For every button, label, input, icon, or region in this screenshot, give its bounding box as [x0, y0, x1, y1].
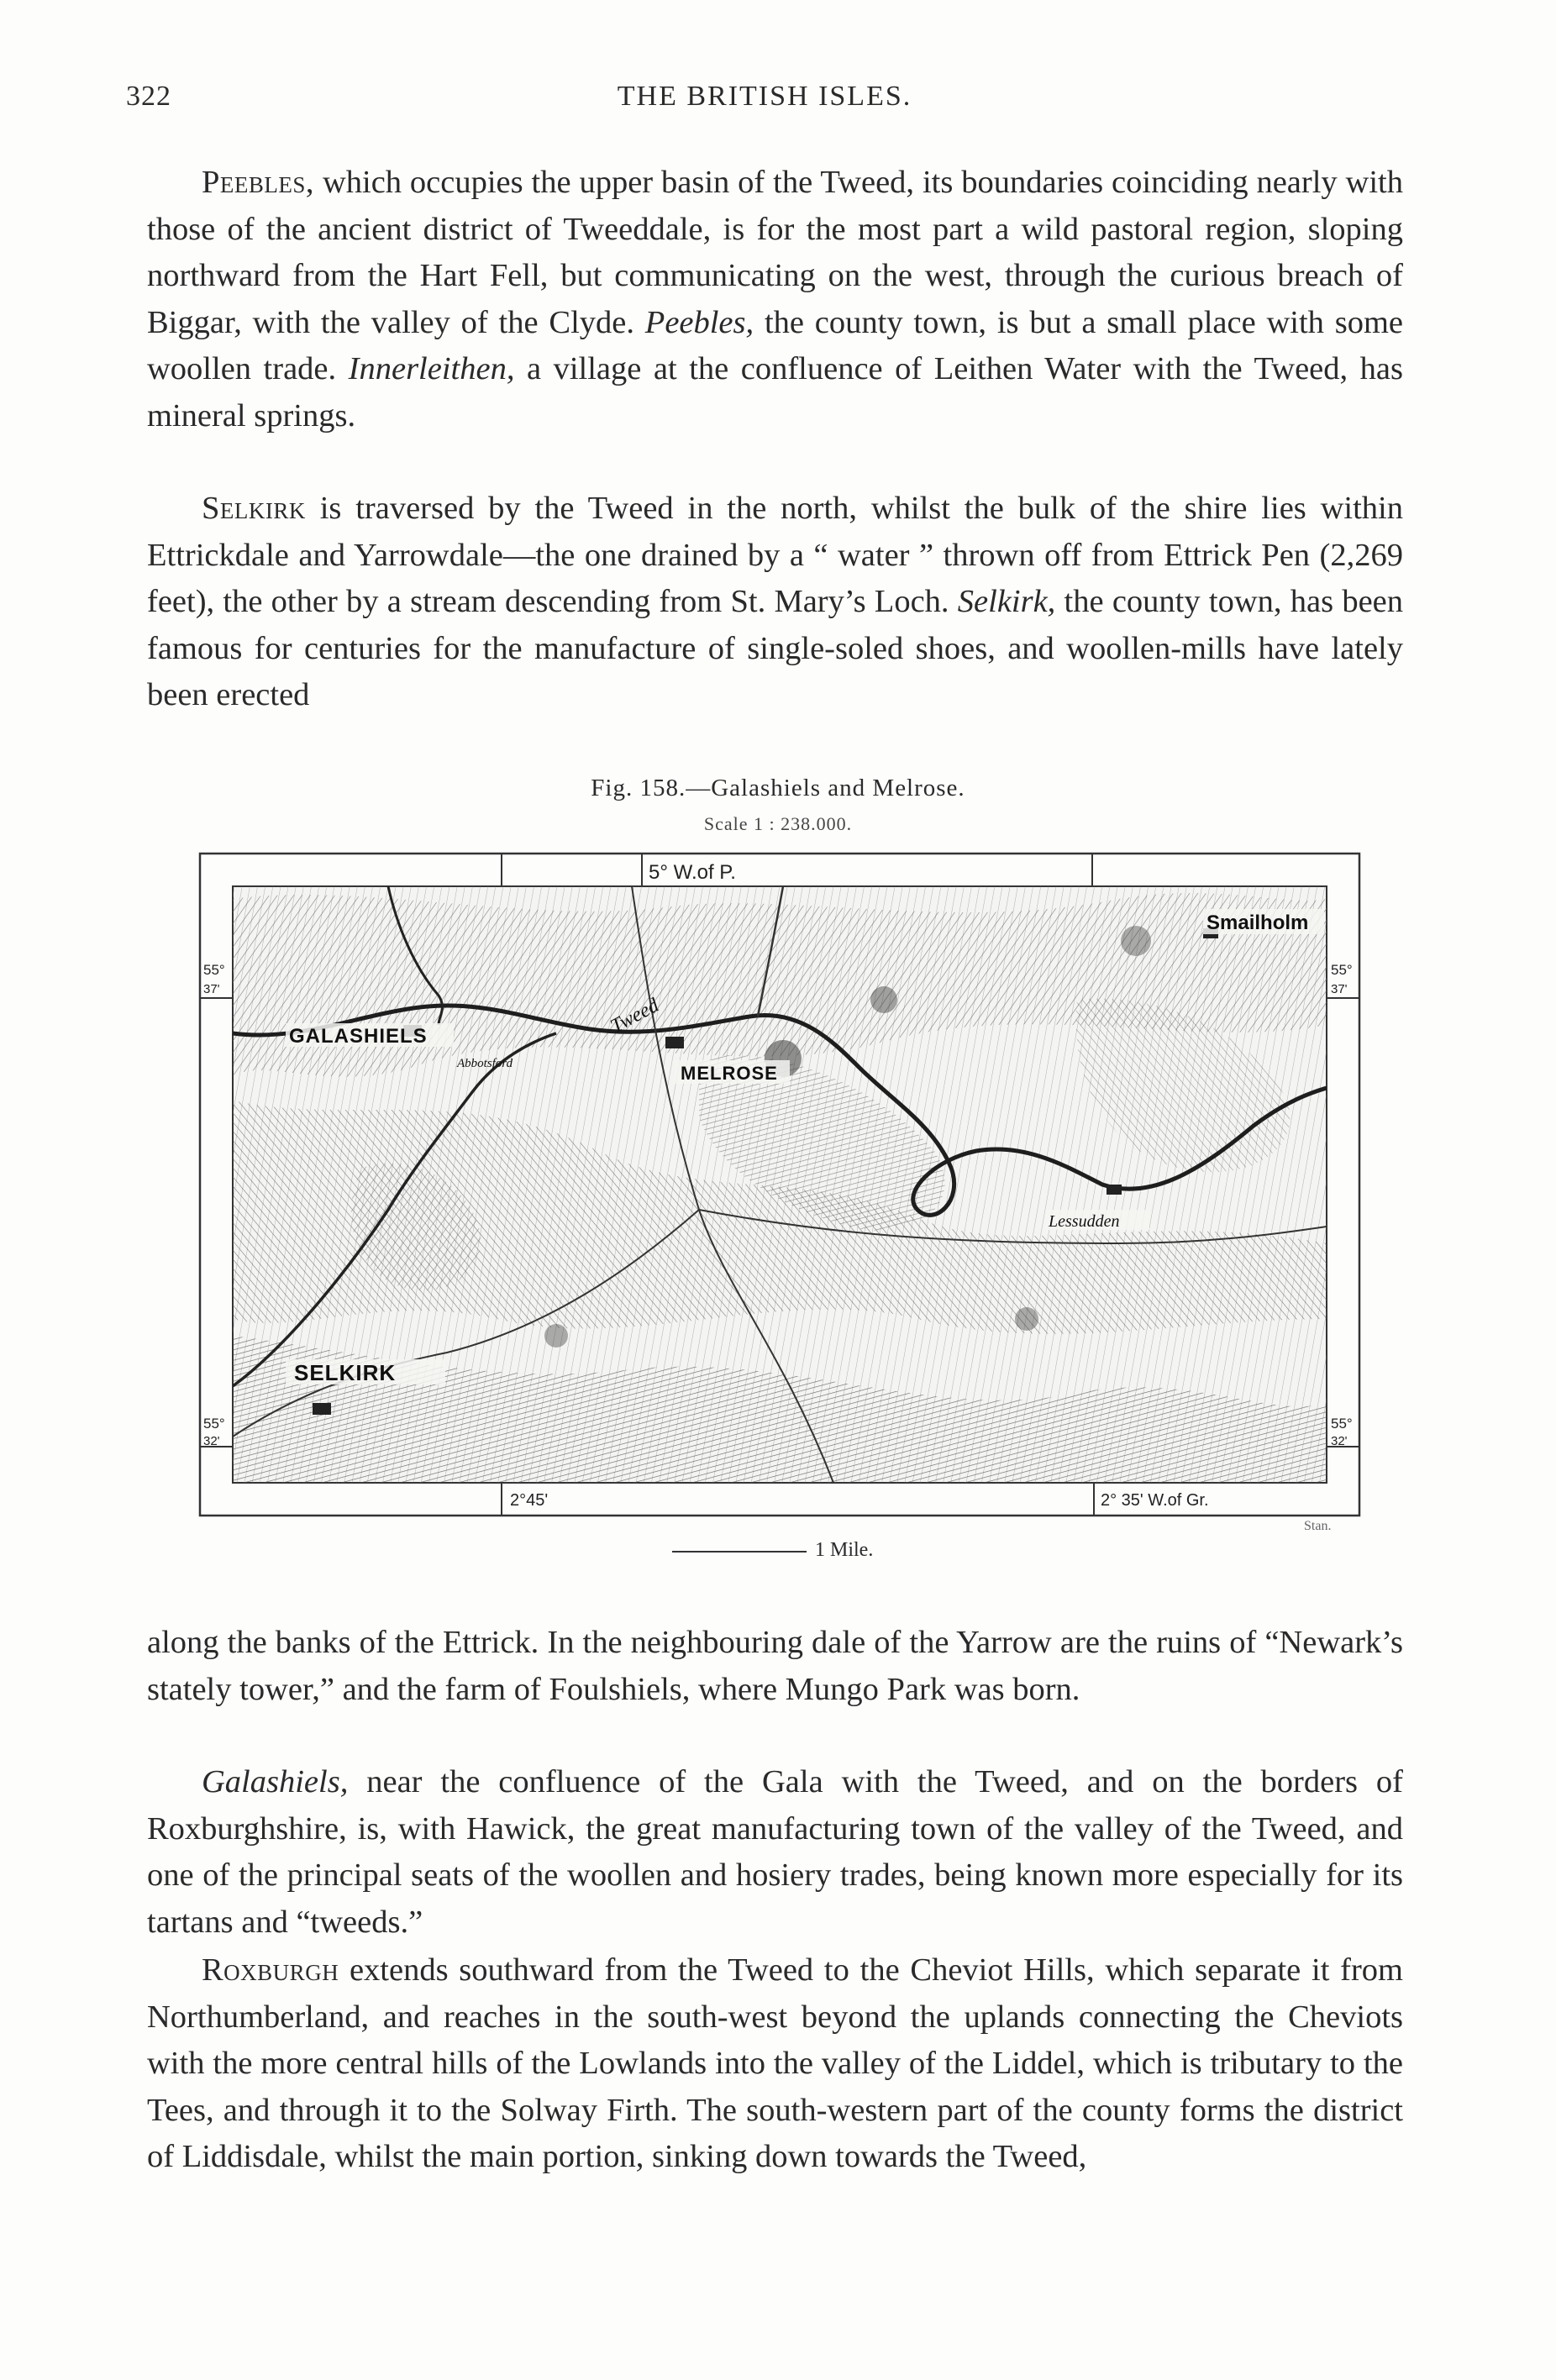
peebles-text-1: which occupies the upper basin of the Tweed, its boundaries coinciding nearly with those of the ancient district of Tweeddale, is for the most part a wild pastoral region, sloping northward from the Hart Fell, but communicating on the west, through the curious breach of Biggar, with the valley of the Clyde.: [147, 165, 1403, 340]
galashiels-text: near the confluence of the Gala with the Tweed, and on the borders of Roxburghshire, is, with Hawick, the great manufacturing town of the valley of the Tweed, and one of the principal seats of the woollen and hosiery trades, being known more especially for its tartans and “tweeds.”: [147, 1764, 1403, 1940]
mile-scale-label: 1 Mile.: [815, 1539, 874, 1561]
label-smailholm: Smailholm: [1206, 912, 1309, 934]
roxburgh-text: extends southward from the Tweed to the Cheviot Hills, which separate it from Northumberland, and reaches in the south-west beyond the uplands connecting the Cheviots with the more central hills of the Lowlands into the valley of the Liddel, which is tributary to the Tees, and through it to the Solway Firth. The south-western part of the county forms the district of Liddisdale, whilst the main portion, sinking down towards the Tweed,: [147, 1952, 1403, 2174]
selkirk-text-1: is traversed by the Tweed in the north, whilst the bulk of the shire lies within Ettrickdale and Yarrowdale—the one drained by a “ water ” thrown off from Ettrick Pen (2,269 feet), the other by a stream descending from St. Mary’s Loch.: [147, 491, 1403, 619]
town-peebles: Peebles,: [644, 304, 754, 340]
label-abbotsford: Abbotsford: [457, 1057, 513, 1070]
label-lat-top-right-min: 37': [1331, 982, 1348, 996]
peebles-text-3: a village at the confluence of Leithen Water with the Tweed, has mineral springs.: [147, 351, 1403, 433]
label-lat-top-left-min: 37': [203, 982, 220, 996]
label-tweed: Tweed: [607, 994, 663, 1038]
label-galashiels: GALASHIELS: [289, 1025, 428, 1048]
paragraph-roxburgh: [147, 1947, 1403, 2181]
figure-caption: Fig. 158.—Galashiels and Melrose.: [591, 775, 965, 801]
county-name-peebles: Peebles,: [202, 165, 315, 200]
label-bottom-left-meridian: 2°45': [510, 1491, 549, 1510]
running-title: THE BRITISH ISLES.: [617, 81, 912, 112]
label-lat-bottom-right-min: 32': [1331, 1434, 1348, 1448]
selkirk-text-2: the county town, has been famous for centuries for the manufacture of single-soled shoes, and woollen-mills have lately been erected: [147, 584, 1403, 712]
label-lat-top-left: 55°: [203, 962, 225, 978]
library-stamp: Stan.: [1304, 1519, 1332, 1533]
paragraph-selkirk: [147, 486, 1403, 719]
figure-scale: Scale 1 : 238.000.: [703, 813, 853, 834]
map-figure: [195, 848, 1364, 1521]
mile-scale-bar: [672, 1551, 807, 1553]
peebles-text-2: the county town, is but a small place with some woollen trade.: [147, 304, 1403, 386]
county-name-roxburgh: Roxburgh: [202, 1952, 339, 1988]
paragraph-continuation: along the banks of the Ettrick. In the neighbouring dale of the Yarrow are the ruins of “Newark’s stately tower,” and the farm of Foulshiels, where Mungo Park was born.: [147, 1625, 1403, 1707]
terrain-hatching: [233, 886, 1327, 1483]
label-lat-top-right: 55°: [1331, 962, 1353, 978]
paragraph-peebles: [147, 160, 1403, 439]
label-lat-bottom-left: 55°: [203, 1416, 225, 1432]
page-number: 322: [126, 81, 171, 112]
mile-scale: [672, 1539, 924, 1564]
label-lat-bottom-right: 55°: [1331, 1416, 1353, 1432]
town-innerleithen: Innerleithen,: [348, 351, 515, 386]
label-lat-bottom-left-min: 32': [203, 1434, 220, 1448]
label-bottom-right-meridian: 2° 35' W.of Gr.: [1101, 1491, 1209, 1510]
label-melrose: MELROSE: [681, 1063, 778, 1084]
paragraph-galashiels: [147, 1759, 1403, 1946]
town-selkirk: Selkirk,: [957, 584, 1056, 619]
town-galashiels: Galashiels,: [202, 1764, 349, 1799]
label-top-meridian: 5° W.of P.: [649, 861, 736, 884]
label-lessudden: Lessudden: [1049, 1212, 1120, 1231]
label-selkirk: SELKIRK: [294, 1360, 397, 1385]
page-header: [126, 81, 1403, 123]
map-illustration: [195, 848, 1364, 1521]
county-name-selkirk: Selkirk: [202, 491, 306, 526]
